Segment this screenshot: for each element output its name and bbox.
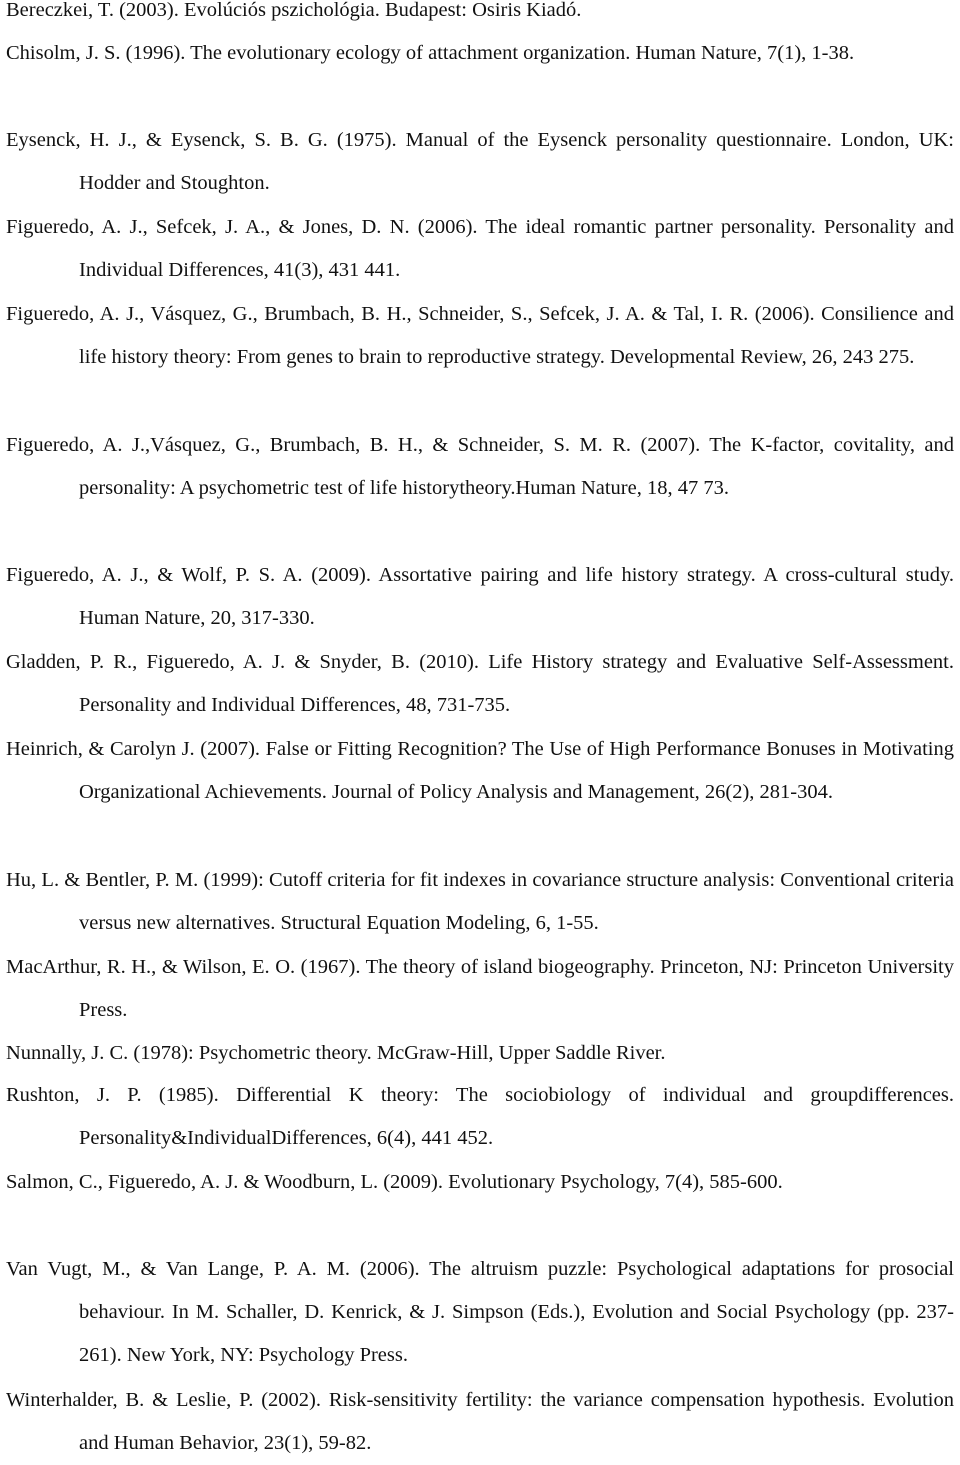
reference-entry: Figueredo, A. J.,Vásquez, G., Brumbach, B. H., & Schneider, S. M. R. (2007). The K-factor, covitality, and personality: A psychometric test of life historytheory.Human Nature, 18, 47 73.	[6, 434, 954, 500]
reference-entry: Figueredo, A. J., Vásquez, G., Brumbach, B. H., Schneider, S., Sefcek, J. A. & Tal, I. R. (2006). Consilience and life history theory: From genes to brain to reproductive strategy. Developmental Review, 26, 243 275.	[6, 303, 954, 369]
reference-entry: Figueredo, A. J., Sefcek, J. A., & Jones, D. N. (2006). The ideal romantic partner personality. Personality and Individual Differences, 41(3), 431 441.	[6, 216, 954, 282]
reference-entry: MacArthur, R. H., & Wilson, E. O. (1967). The theory of island biogeography. Princeton, NJ: Princeton University Press.	[6, 956, 954, 1022]
reference-entry: Hu, L. & Bentler, P. M. (1999): Cutoff criteria for fit indexes in covariance structure analysis: Conventional criteria versus new alternatives. Structural Equation Modeling, 6, 1-55.	[6, 869, 954, 935]
reference-entry: Gladden, P. R., Figueredo, A. J. & Snyder, B. (2010). Life History strategy and Evaluative Self-Assessment. Personality and Individual Differences, 48, 731-735.	[6, 651, 954, 717]
reference-entry: Van Vugt, M., & Van Lange, P. A. M. (2006). The altruism puzzle: Psychological adaptations for prosocial behaviour. In M. Schaller, D. Kenrick, & J. Simpson (Eds.), Evolution and Social Psychology (pp. 237-261). New York, NY: Psychology Press.	[6, 1258, 954, 1367]
reference-entry: Nunnally, J. C. (1978): Psychometric theory. McGraw-Hill, Upper Saddle River.	[6, 1042, 666, 1064]
reference-entry: Figueredo, A. J., & Wolf, P. S. A. (2009). Assortative pairing and life history strategy. A cross-cultural study. Human Nature, 20, 317-330.	[6, 564, 954, 630]
reference-entry: Rushton, J. P. (1985). Differential K theory: The sociobiology of individual and groupdifferences. Personality&IndividualDifferences, 6(4), 441 452.	[6, 1084, 954, 1150]
reference-entry: Winterhalder, B. & Leslie, P. (2002). Risk-sensitivity fertility: the variance compensation hypothesis. Evolution and Human Behavior, 23(1), 59-82.	[6, 1389, 954, 1455]
reference-entry: Eysenck, H. J., & Eysenck, S. B. G. (1975). Manual of the Eysenck personality questionnaire. London, UK: Hodder and Stoughton.	[6, 129, 954, 195]
reference-entry: Chisolm, J. S. (1996). The evolutionary ecology of attachment organization. Human Nature, 7(1), 1-38.	[6, 42, 855, 64]
reference-entry: Heinrich, & Carolyn J. (2007). False or Fitting Recognition? The Use of High Performance Bonuses in Motivating Organizational Achievements. Journal of Policy Analysis and Management, 26(2), 281-304.	[6, 738, 954, 804]
reference-entry: Salmon, C., Figueredo, A. J. & Woodburn, L. (2009). Evolutionary Psychology, 7(4), 585-600.	[6, 1171, 783, 1193]
reference-entry: Bereczkei, T. (2003). Evolúciós pszichológia. Budapest: Osiris Kiadó.	[6, 0, 582, 21]
